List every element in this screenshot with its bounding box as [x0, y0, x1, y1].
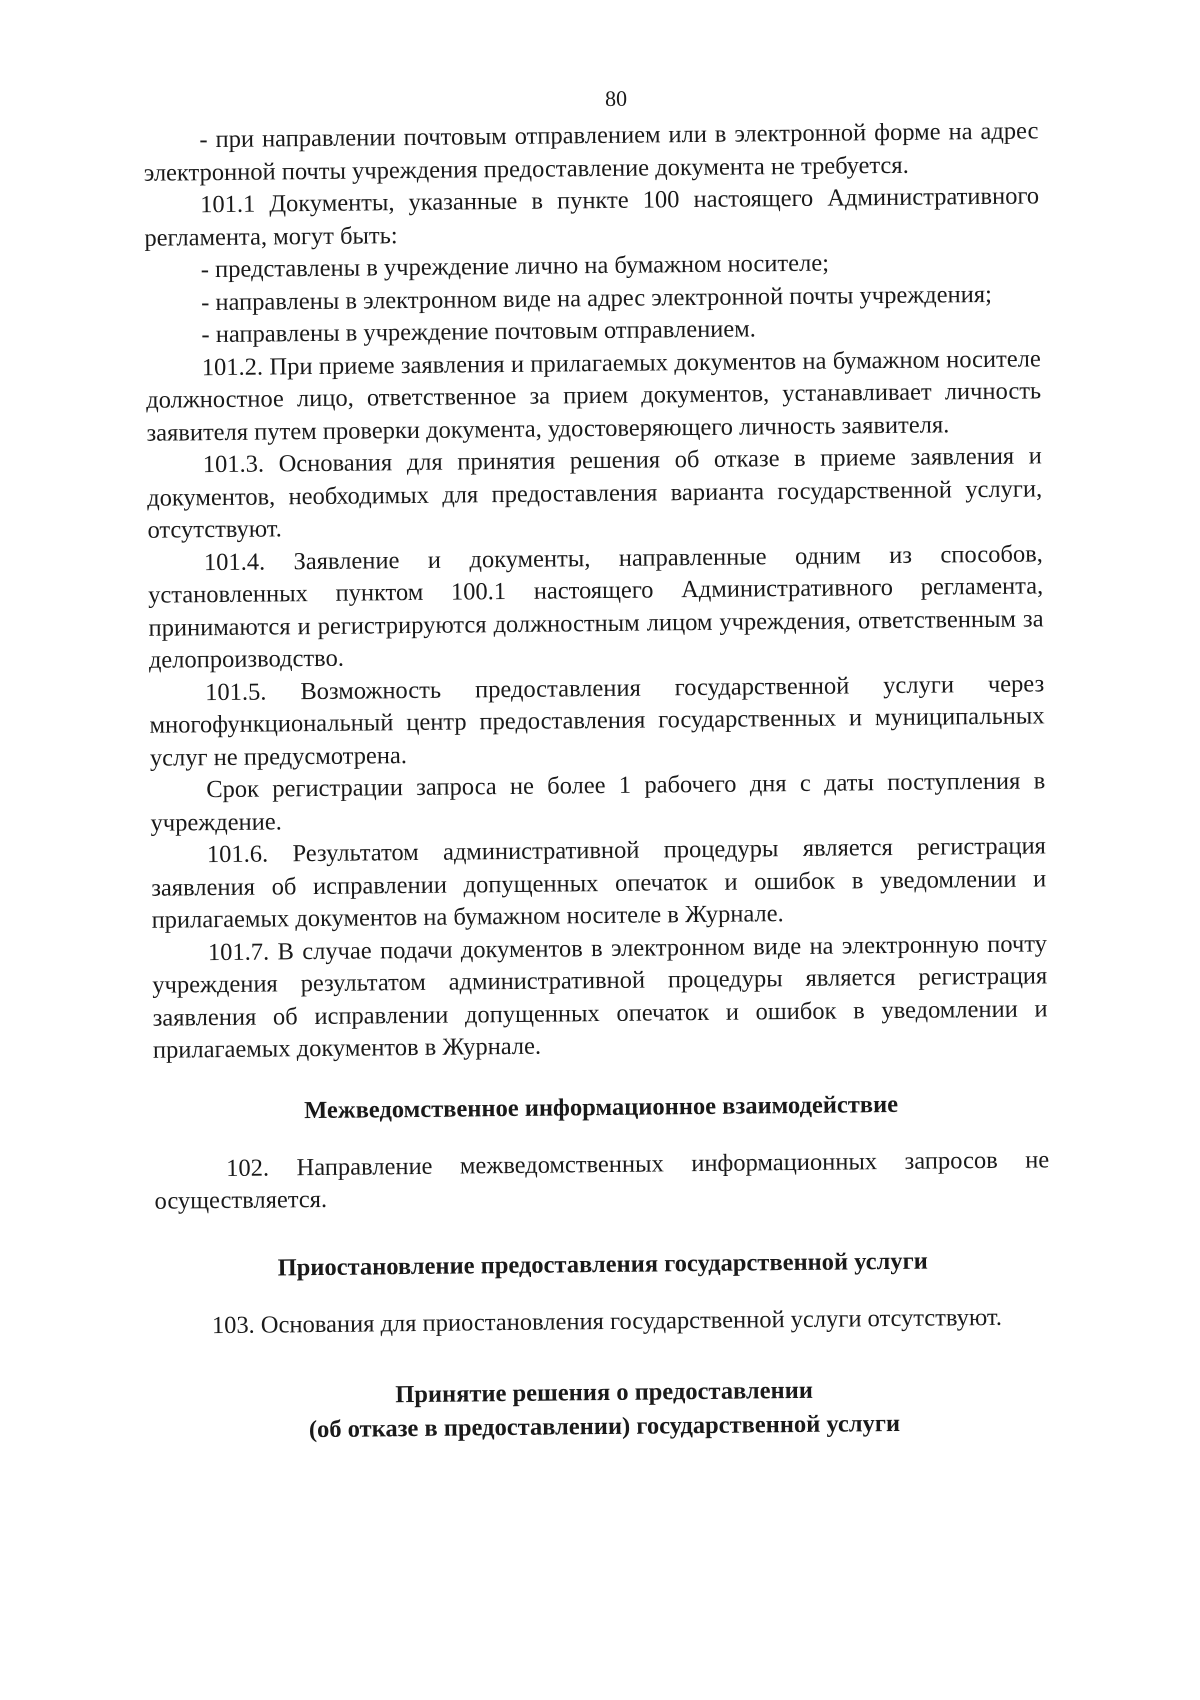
paragraph-101-3: 101.3. Основания для принятия решения об отказе в приеме заявления и документов, необходимых для предоставления варианта государственной услуги, отсутствуют. [147, 442, 1043, 544]
heading-interagency: Межведомственное информационное взаимодействие [304, 1090, 899, 1124]
list-item-electronic: - направлены в электронном виде на адрес электронной почты учреждения; [201, 280, 992, 316]
paragraph-103: 103. Основания для приостановления государственной услуги отсутствуют. [211, 1303, 1003, 1339]
paragraph-101-2: 101.2. При приеме заявления и прилагаемых документов на бумажном носителе должностное лицо, ответственное за прием документов, устанавливает личность заявителя путем проверки документа, удостоверяющего личность заявителя. [146, 344, 1042, 447]
heading-decision [156, 1371, 1052, 1448]
paragraph-101-1: 101.1 Документы, указанные в пункте 100 настоящего Административного регламента, могут быть: [144, 182, 1040, 252]
paragraph-101-7: 101.7. В случае подачи документов в электронном виде на электронную почту учреждения результатом административной процедуры является регистрация заявления об исправлении допущенных опечаток и ошибок в уведомлении и прилагаемых документов в Журнале. [152, 929, 1048, 1064]
paragraph-postal-delivery: - при направлении почтовым отправлением или в электронной форме на адрес электронной почты учреждения предоставление документа не требуется. [143, 117, 1039, 187]
paragraph-101-6: 101.6. Результатом административной процедуры является регистрация заявления об исправлении допущенных опечаток и ошибок в уведомлении и прилагаемых документов на бумажном носителе в Журнале. [151, 832, 1047, 934]
paragraph-102: 102. Направление межведомственных информационных запросов не осуществляется. [154, 1145, 1050, 1215]
paragraph-registration-term: Срок регистрации запроса не более 1 рабочего дня с даты поступления в учреждение. [150, 767, 1046, 837]
heading-decision-line-1: Принятие решения о предоставлении [395, 1376, 814, 1409]
heading-suspension: Приостановление предоставления государственной услуги [277, 1247, 928, 1281]
list-item-in-person: - представлены в учреждение лично на бумажном носителе; [200, 249, 830, 284]
document-body [143, 115, 1052, 1448]
paragraph-101-4: 101.4. Заявление и документы, направленные одним из способов, установленных пунктом 100.1 настоящего Административного регламента, принимаются и регистрируются должностным лицом учреждения, ответственным за делопроизводство. [148, 539, 1044, 674]
paragraph-101-5: 101.5. Возможность предоставления государственной услуги через многофункциональный центр предоставления государственных и муниципальных услуг не предусмотрена. [149, 669, 1045, 772]
page-number: 80 [604, 85, 628, 111]
list-item-postal: - направлены в учреждение почтовым отправлением. [201, 315, 756, 349]
heading-decision-line-2: (об отказе в предоставлении) государственной услуги [308, 1409, 901, 1444]
